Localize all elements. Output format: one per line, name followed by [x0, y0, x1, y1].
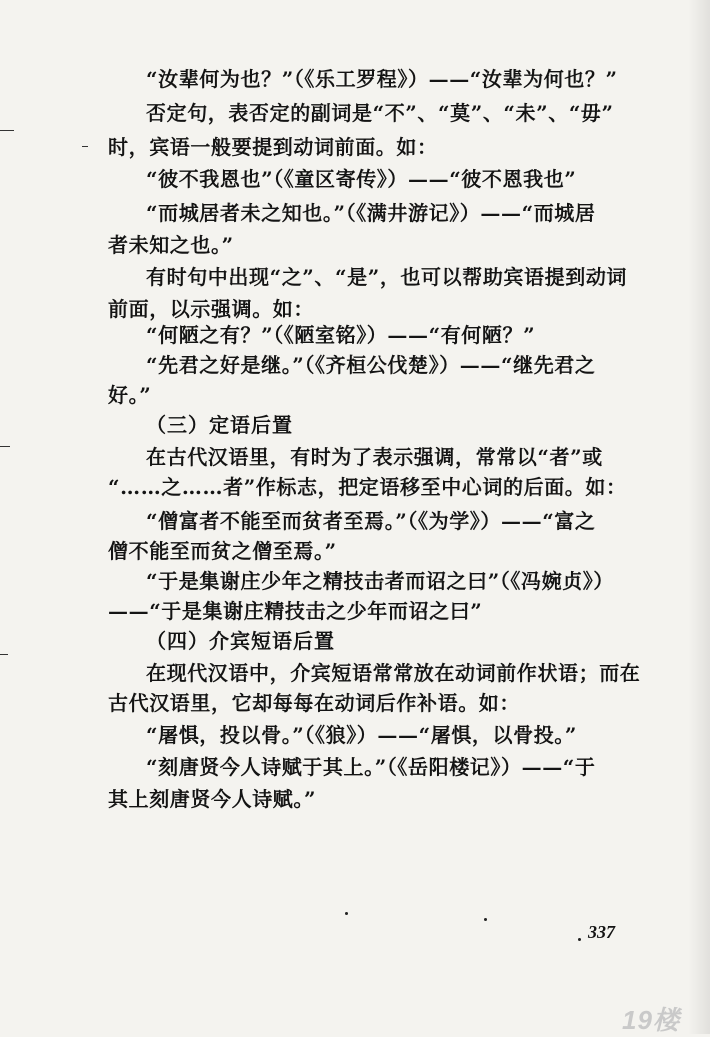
- text-line-21: “刻唐贤今人诗赋于其上。”（《岳阳楼记》）——“于: [146, 755, 596, 779]
- text-line-1: “汝辈何为也？”（《乐工罗程》）——“汝辈为何也？”: [146, 67, 618, 91]
- scan-speck: [345, 912, 348, 915]
- text-line-15: 僧不能至而贫之僧至焉。”: [108, 539, 337, 563]
- section-heading-3: （三）定语后置: [146, 413, 293, 437]
- text-line-22: 其上刻唐贤今人诗赋。”: [108, 787, 317, 811]
- text-line-12: 在古代汉语里，有时为了表示强调，常常以“者”或: [146, 445, 603, 469]
- text-line-9: “何陋之有？”（《陋室铭》）——“有何陋？”: [146, 323, 536, 347]
- text-line-6: 者未知之也。”: [108, 233, 234, 257]
- page-edge-shadow: [688, 0, 710, 1034]
- text-line-19: 古代汉语里，它却每每在动词后作补语。如：: [108, 691, 520, 715]
- text-line-18: 在现代汉语中，介宾短语常常放在动词前作状语；而在: [146, 661, 641, 685]
- text-line-5: “而城居者未之知也。”（《满井游记》）——“而城居: [146, 201, 596, 225]
- text-line-3: 时，宾语一般要提到动词前面。如：: [108, 135, 438, 159]
- margin-mark: [0, 654, 8, 655]
- text-line-10: “先君之好是继。”（《齐桓公伐楚》）——“继先君之: [146, 353, 596, 377]
- text-line-2: 否定句，表否定的副词是“不”、“莫”、“未”、“毋”: [146, 101, 614, 125]
- text-line-4: “彼不我恩也”（《童区寄传》）——“彼不恩我也”: [146, 167, 577, 191]
- scan-speck: [484, 918, 487, 921]
- margin-mark: [0, 446, 10, 447]
- text-line-11: 好。”: [108, 383, 152, 407]
- text-line-13: “……之……者”作标志，把定语移至中心词的后面。如：: [108, 475, 627, 499]
- scan-speck: [578, 938, 581, 941]
- text-line-8: 前面，以示强调。如：: [108, 297, 314, 321]
- text-line-17: ——“于是集谢庄精技击之少年而诏之曰”: [108, 599, 483, 623]
- section-heading-4: （四）介宾短语后置: [146, 629, 335, 653]
- text-line-20: “屠惧，投以骨。”（《狼》）——“屠惧，以骨投。”: [146, 723, 578, 747]
- text-line-7: 有时句中出现“之”、“是”，也可以帮助宾语提到动词: [146, 265, 628, 289]
- text-line-14: “僧富者不能至而贫者至焉。”（《为学》）——“富之: [146, 509, 596, 533]
- text-line-16: “于是集谢庄少年之精技击者而诏之曰”（《冯婉贞》）: [146, 569, 615, 593]
- margin-mark: [82, 146, 88, 147]
- watermark-logo: 19楼: [622, 1005, 680, 1035]
- page-number: 337: [588, 922, 615, 942]
- margin-mark: [0, 130, 14, 131]
